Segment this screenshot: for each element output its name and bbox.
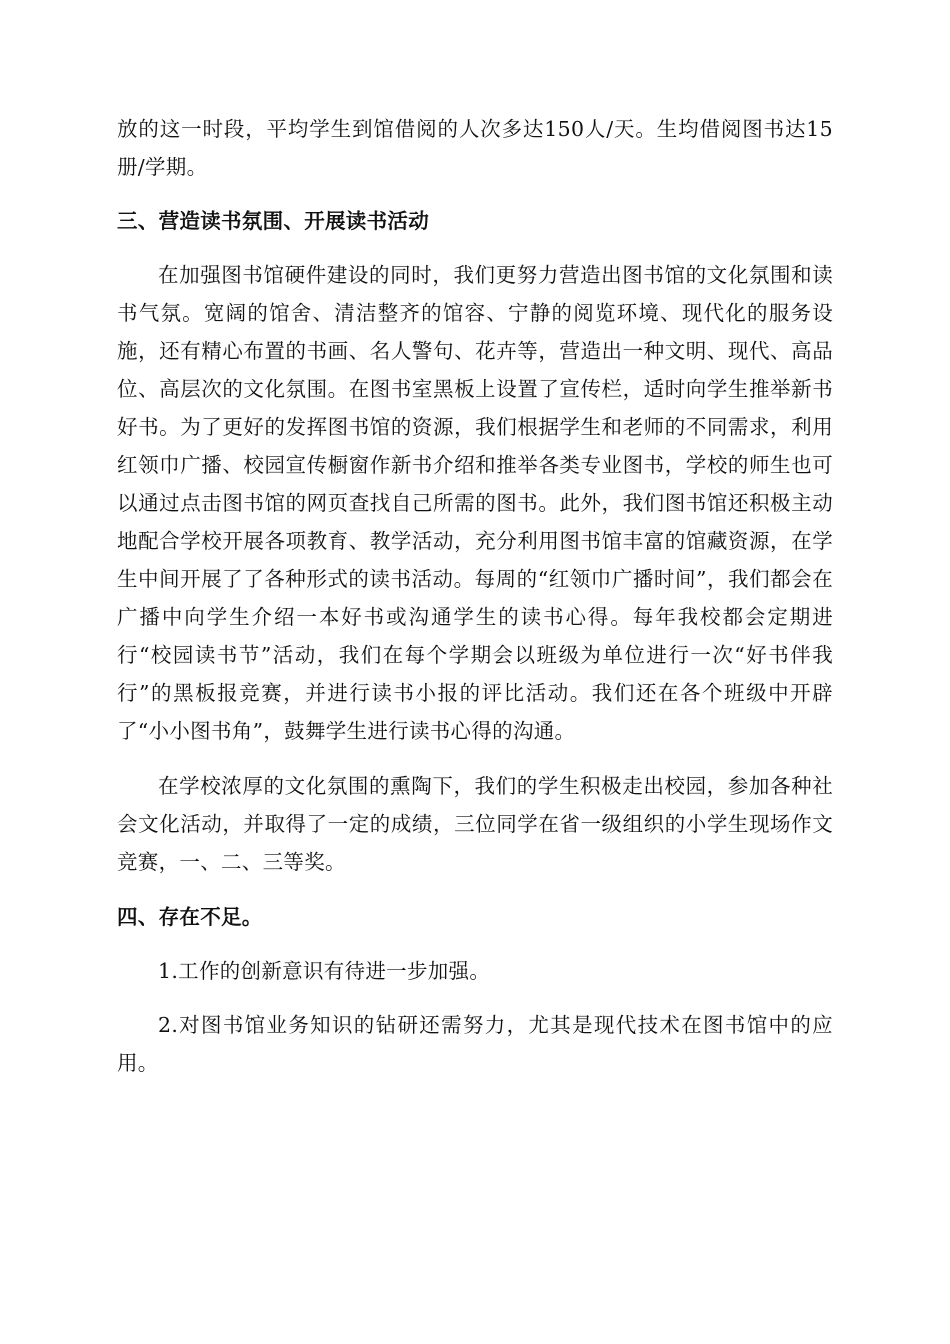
paragraph-student-achievements: 在学校浓厚的文化氛围的熏陶下，我们的学生积极走出校园，参加各种社会文化活动，并取得了一定的成绩，三位同学在省一级组织的小学生现场作文竞赛，一、二、三等奖。 xyxy=(117,774,833,874)
document-body xyxy=(117,110,833,1082)
section-heading-shortcomings: 四、存在不足。 xyxy=(117,905,263,929)
list-item-professional-knowledge: 2.对图书馆业务知识的钻研还需努力，尤其是现代技术在图书馆中的应用。 xyxy=(117,1013,833,1075)
section-heading-reading-atmosphere: 三、营造读书氛围、开展读书活动 xyxy=(117,209,429,233)
paragraph-reading-activities: 在加强图书馆硬件建设的同时，我们更努力营造出图书馆的文化氛围和读书气氛。宽阔的馆舍、清洁整齐的馆容、宁静的阅览环境、现代化的服务设施，还有精心布置的书画、名人警句、花卉等，营造出一种文明、现代、高品位、高层次的文化氛围。在图书室黑板上设置了宣传栏，适时向学生推举新书好书。为了更好的发挥图书馆的资源，我们根据学生和老师的不同需求，利用红领巾广播、校园宣传橱窗作新书介绍和推举各类专业图书，学校的师生也可以通过点击图书馆的网页查找自己所需的图书。此外，我们图书馆还积极主动地配合学校开展各项教育、教学活动，充分利用图书馆丰富的馆藏资源，在学生中间开展了了各种形式的读书活动。每周的“红领巾广播时间”，我们都会在广播中向学生介绍一本好书或沟通学生的读书心得。每年我校都会定期进行“校园读书节”活动，我们在每个学期会以班级为单位进行一次“好书伴我行”的黑板报竞赛，并进行读书小报的评比活动。我们还在各个班级中开辟了“小小图书角”，鼓舞学生进行读书心得的沟通。 xyxy=(117,263,833,743)
paragraph-borrowing-stats: 放的这一时段，平均学生到馆借阅的人次多达150人/天。生均借阅图书达15册/学期。 xyxy=(117,117,833,179)
list-item-innovation: 1.工作的创新意识有待进一步加强。 xyxy=(158,959,491,983)
